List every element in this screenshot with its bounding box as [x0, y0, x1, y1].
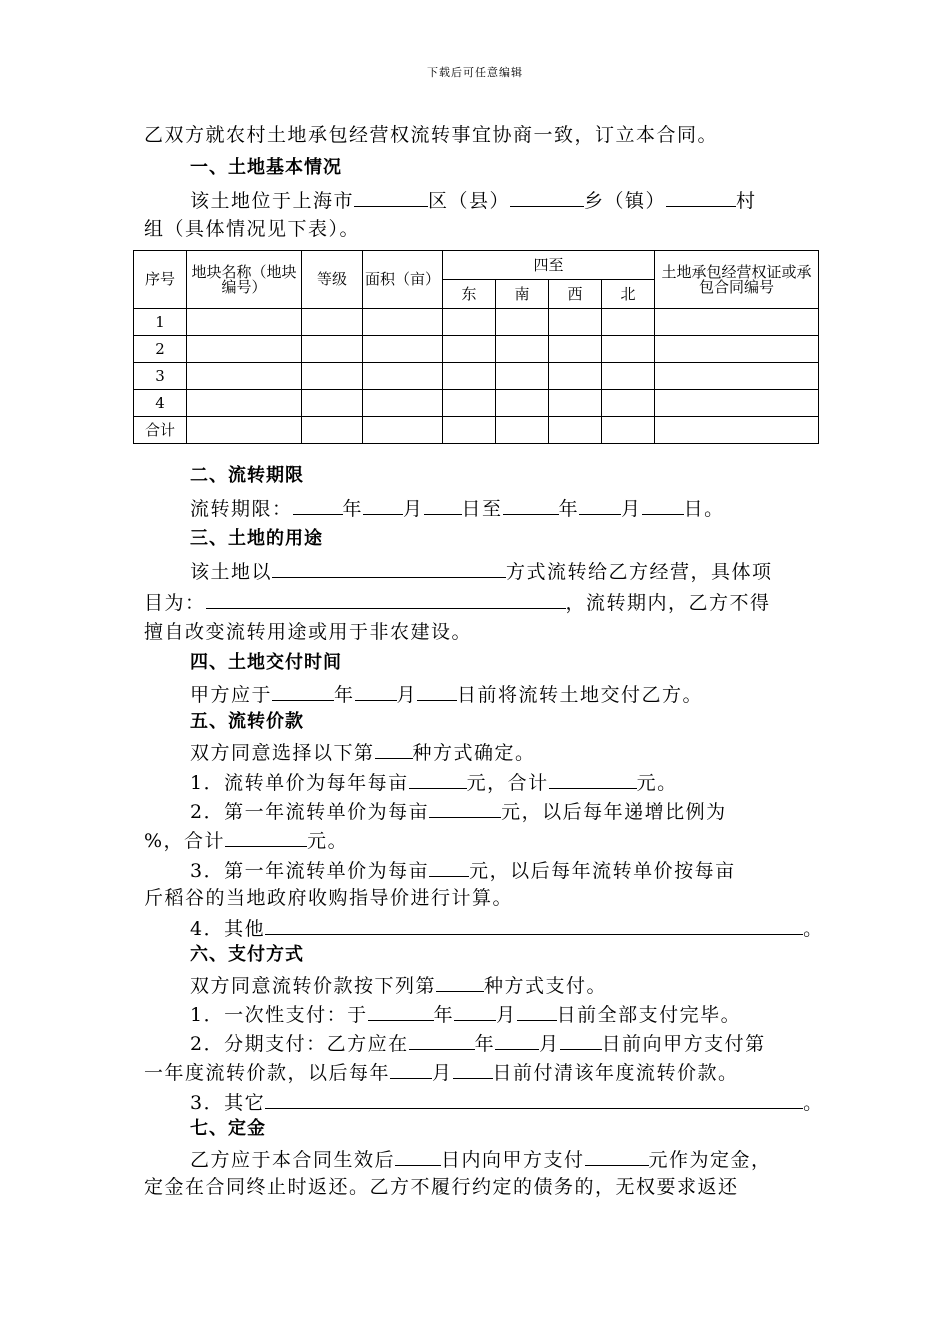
col-east: 东: [443, 280, 496, 309]
deposit-line-2: 定金在合同终止时返还。乙方不履行约定的债务的，无权要求返还: [144, 1176, 739, 1198]
location-line: 该土地位于上海市 区（县） 乡（镇） 村: [190, 186, 757, 214]
price-option-3: 3．第一年流转单价为每亩 元，以后每年流转单价按每亩: [190, 856, 736, 884]
section-3-heading: 三、土地的用途: [190, 528, 323, 549]
price-option-3b: 斤稻谷的当地政府收购指导价进行计算。: [144, 887, 514, 909]
delivery-line: 甲方应于 年 月 日前将流转土地交付乙方。: [190, 680, 703, 708]
section-4-heading: 四、土地交付时间: [190, 652, 342, 673]
col-south: 南: [496, 280, 549, 309]
use-line-2: 目为： ，流转期内，乙方不得: [144, 588, 771, 616]
col-cert: 土地承包经营权证或承包合同编号: [655, 251, 819, 309]
location-line-2: 组（具体情况见下表）。: [144, 218, 361, 240]
col-seq: 序号: [134, 251, 187, 309]
payment-option-1: 1．一次性支付：于 年 月 日前全部支付完毕。: [190, 1000, 741, 1028]
page-header: 下载后可任意编辑: [427, 66, 523, 79]
section-7-heading: 七、定金: [190, 1118, 266, 1139]
table-row: 2: [134, 336, 819, 363]
intro-line: 乙双方就农村土地承包经营权流转事宜协商一致，订立本合同。: [144, 124, 719, 146]
col-boundaries: 四至: [443, 251, 655, 280]
section-2-heading: 二、流转期限: [190, 465, 304, 486]
section-5-heading: 五、流转价款: [190, 711, 304, 732]
land-table: [133, 250, 819, 444]
payment-choice-line: 双方同意流转价款按下列第 种方式支付。: [190, 971, 607, 999]
table-row: 1: [134, 309, 819, 336]
table-row: 4: [134, 390, 819, 417]
price-option-2b: %，合计 元。: [144, 826, 348, 854]
col-north: 北: [602, 280, 655, 309]
payment-option-3: 3．其它 。: [190, 1088, 824, 1116]
price-option-4: 4．其他 。: [190, 914, 824, 942]
payment-option-2b: 一年度流转价款，以后每年 月 日前付清该年度流转价款。: [144, 1058, 739, 1086]
section-1-heading: 一、土地基本情况: [190, 157, 342, 178]
deposit-line-1: 乙方应于本合同生效后 日内向甲方支付 元作为定金，: [190, 1145, 772, 1173]
col-grade: 等级: [302, 251, 363, 309]
price-option-2: 2．第一年流转单价为每亩 元，以后每年递增比例为: [190, 797, 727, 825]
col-west: 西: [549, 280, 602, 309]
payment-option-2: 2．分期支付：乙方应在 年 月 日前向甲方支付第: [190, 1029, 766, 1057]
table-row-total: 合计: [134, 417, 819, 444]
use-line-3: 擅自改变流转用途或用于非农建设。: [144, 621, 473, 643]
col-area: 面积（亩）: [363, 251, 443, 309]
term-line: 流转期限： 年 月 日至 年 月 日。: [190, 494, 725, 522]
col-name: 地块名称（地块编号）: [187, 251, 302, 309]
price-choice-line: 双方同意选择以下第 种方式确定。: [190, 738, 536, 766]
price-option-1: 1．流转单价为每年每亩 元，合计 元。: [190, 768, 678, 796]
section-6-heading: 六、支付方式: [190, 944, 304, 965]
table-row: 3: [134, 363, 819, 390]
use-line-1: 该土地以 方式流转给乙方经营，具体项: [190, 557, 773, 585]
